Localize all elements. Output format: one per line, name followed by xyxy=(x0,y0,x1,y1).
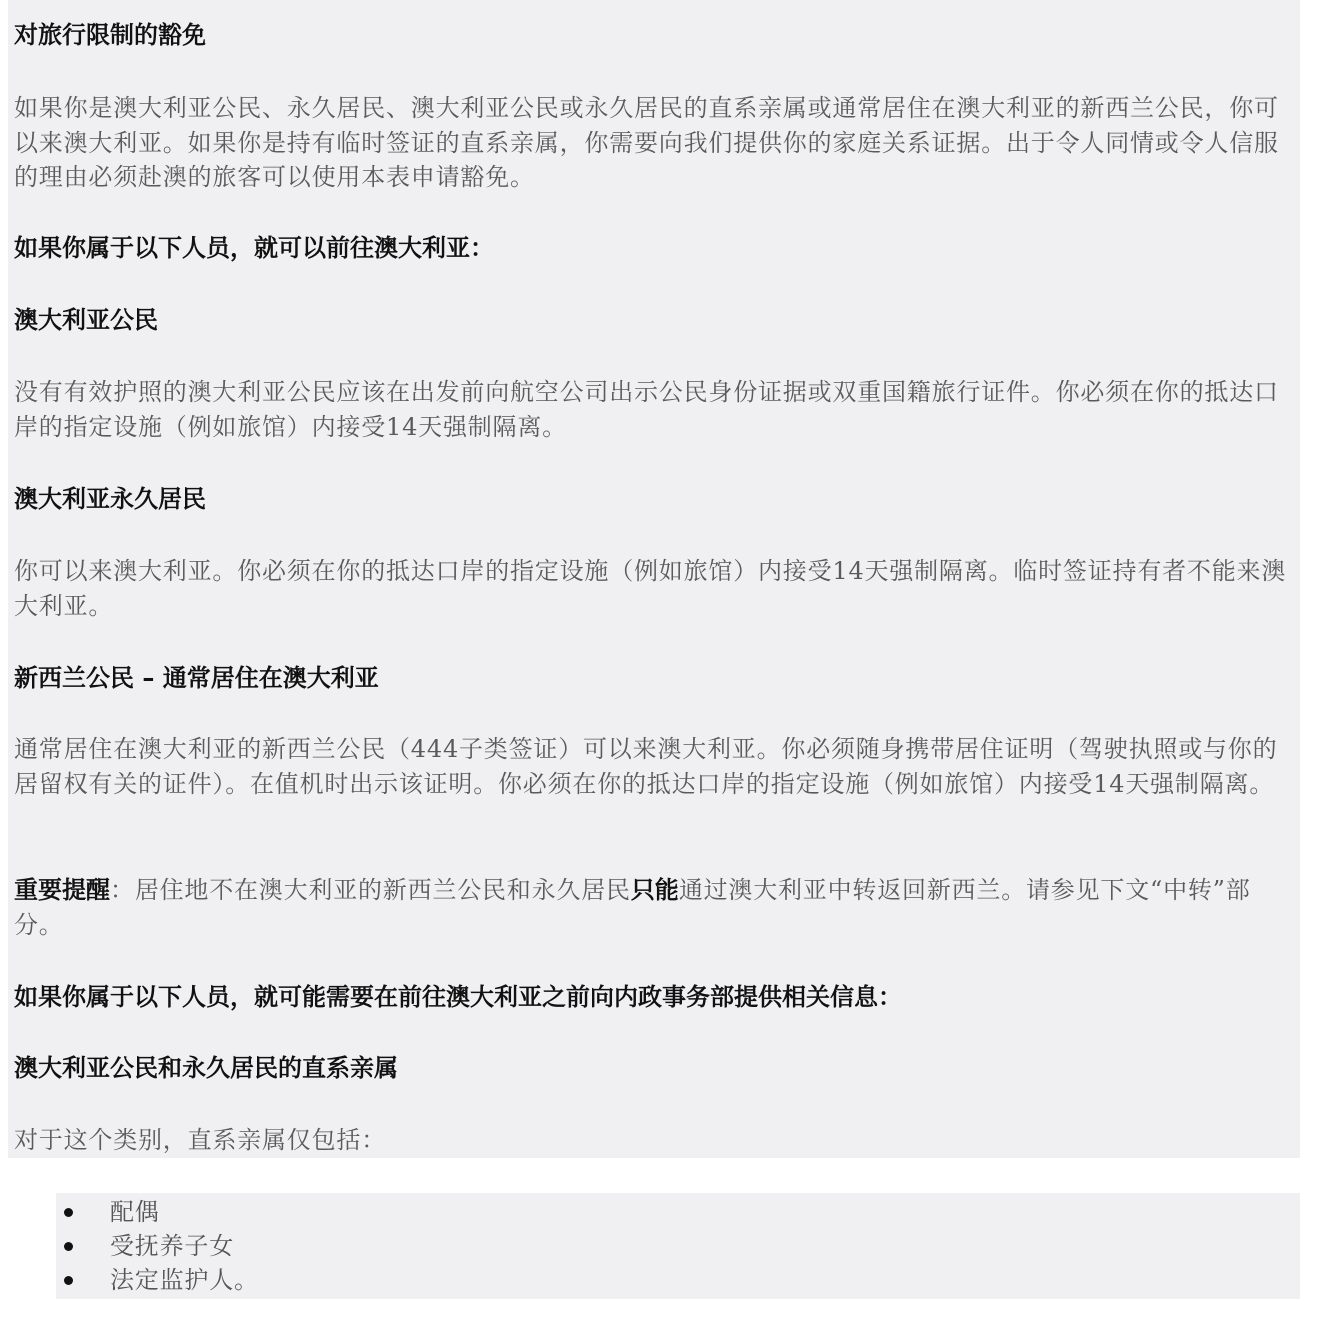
info-required-heading: 如果你属于以下人员，就可能需要在前往澳大利亚之前向内政事务部提供相关信息： xyxy=(14,983,902,1011)
list-item-text: 法定监护人。 xyxy=(110,1266,259,1294)
family-members-list xyxy=(60,1195,259,1297)
section-heading-permanent-residents: 澳大利亚永久居民 xyxy=(14,485,206,513)
list-item-text: 受抚养子女 xyxy=(110,1232,234,1260)
can-travel-heading: 如果你属于以下人员，就可以前往澳大利亚： xyxy=(14,234,494,262)
section-body-permanent-residents: 你可以来澳大利亚。你必须在你的抵达口岸的指定设施（例如旅馆）内接受14天强制隔离。临时签证持有者不能来澳大利亚。 xyxy=(14,557,1287,620)
notice-text-after: 通过澳大利亚中转返回新西兰。请参见下文“中转”部分。 xyxy=(14,876,1251,939)
section-heading-citizens: 澳大利亚公民 xyxy=(14,306,158,334)
bullet-icon xyxy=(64,1208,73,1217)
important-notice xyxy=(14,873,1298,942)
notice-label: 重要提醒 xyxy=(14,876,110,904)
intro-paragraph: 如果你是澳大利亚公民、永久居民、澳大利亚公民或永久居民的直系亲属或通常居住在澳大利亚的新西兰公民，你可以来澳大利亚。如果你是持有临时签证的直系亲属，你需要向我们提供你的家庭关系证据。出于令人同情或令人信服的理由必须赴澳的旅客可以使用本表申请豁免。 xyxy=(14,94,1279,191)
notice-emphasis: 只能 xyxy=(630,876,679,904)
list-item xyxy=(60,1229,259,1263)
bullet-icon xyxy=(64,1276,73,1285)
family-intro: 对于这个类别，直系亲属仅包括： xyxy=(14,1126,386,1154)
section-heading-nz-citizens: 新西兰公民 – 通常居住在澳大利亚 xyxy=(14,664,379,692)
notice-colon: ： xyxy=(110,876,135,904)
page-title: 对旅行限制的豁免 xyxy=(14,21,206,49)
section-body-citizens: 没有有效护照的澳大利亚公民应该在出发前向航空公司出示公民身份证据或双重国籍旅行证件。你必须在你的抵达口岸的指定设施（例如旅馆）内接受14天强制隔离。 xyxy=(14,378,1279,441)
list-item xyxy=(60,1263,259,1297)
section-body-nz-citizens: 通常居住在澳大利亚的新西兰公民（444子类签证）可以来澳大利亚。你必须随身携带居住证明（驾驶执照或与你的居留权有关的证件）。在值机时出示该证明。你必须在你的抵达口岸的指定设施（例如旅馆）内接受14天强制隔离。 xyxy=(14,735,1278,798)
list-item-text: 配偶 xyxy=(110,1198,160,1226)
bullet-icon xyxy=(64,1242,73,1251)
notice-text-before: 居住地不在澳大利亚的新西兰公民和永久居民 xyxy=(134,876,631,904)
list-item xyxy=(60,1195,259,1229)
family-heading: 澳大利亚公民和永久居民的直系亲属 xyxy=(14,1054,398,1082)
